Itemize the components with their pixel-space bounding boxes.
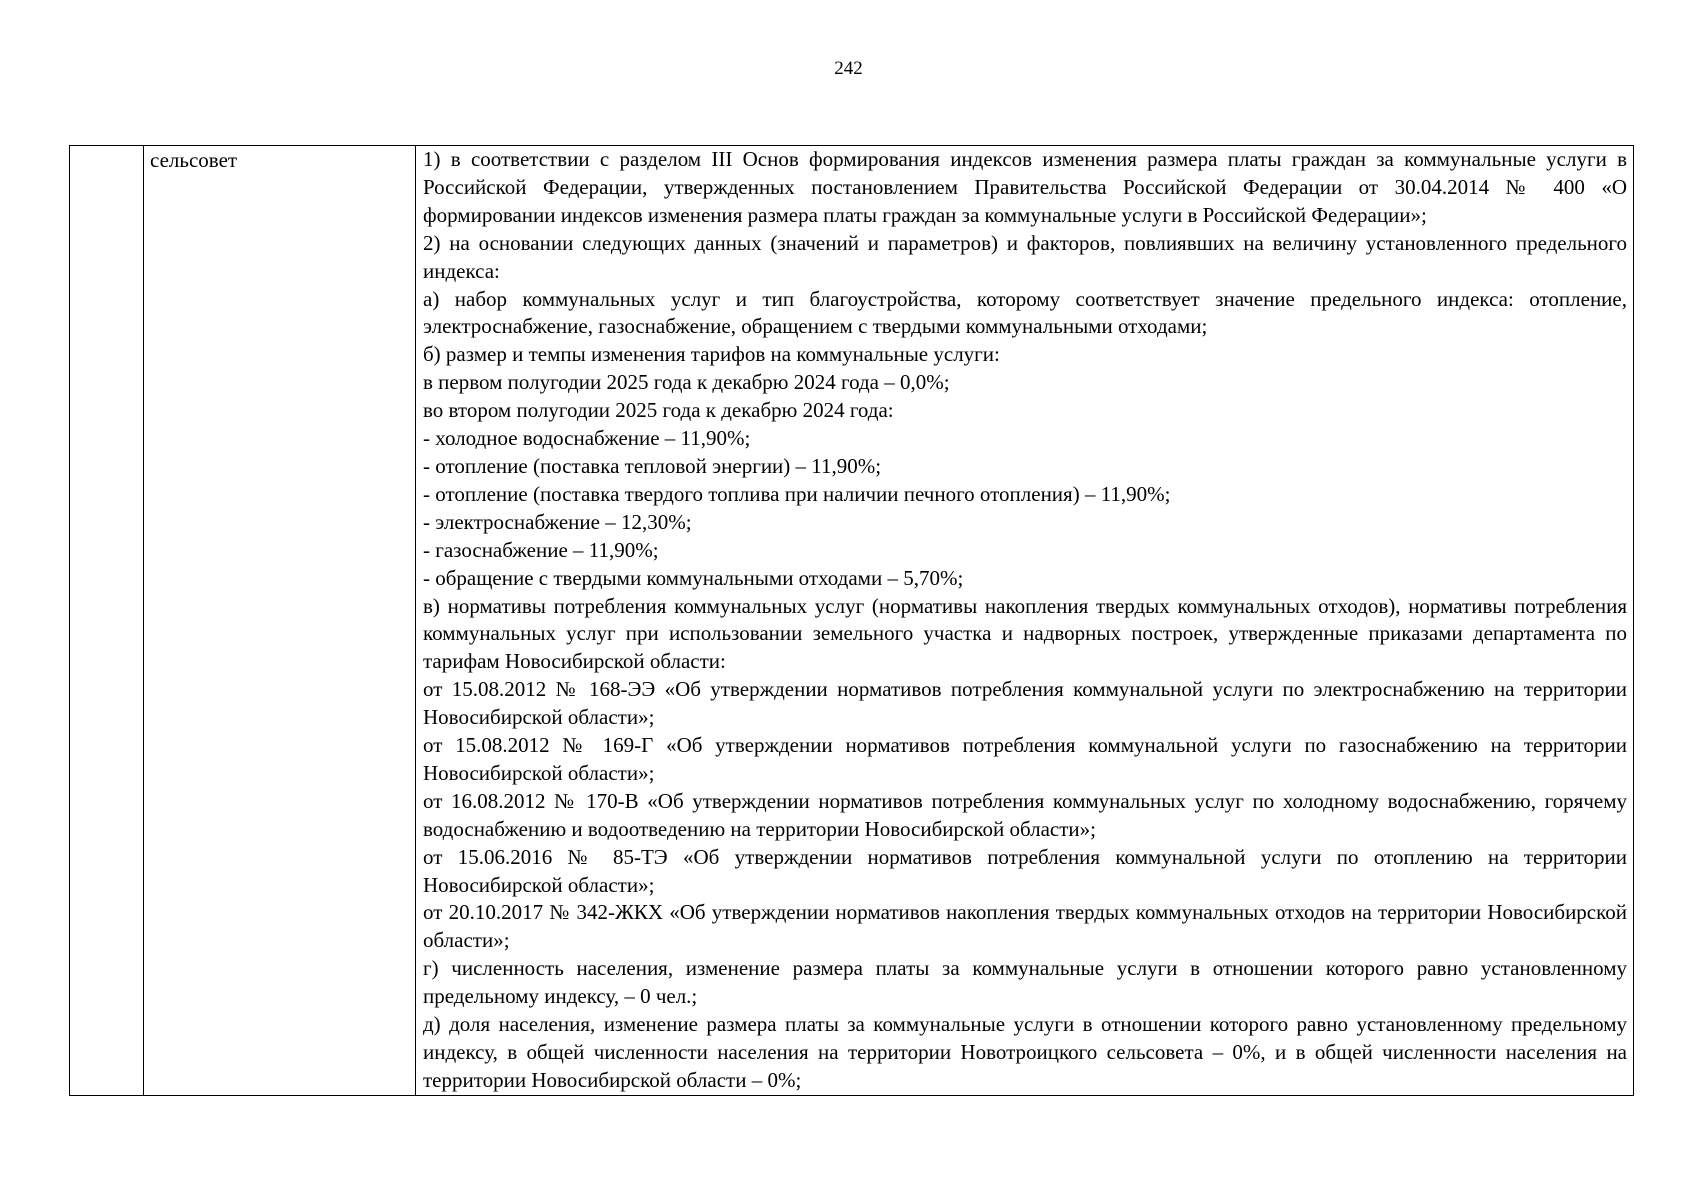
paragraph-g-population: г) численность населения, изменение размера платы за коммунальные услуги в отношении которого равно установленному предельному индексу, – 0 чел.;	[423, 956, 1627, 1009]
paragraph-a-services-set: а) набор коммунальных услуг и тип благоустройства, которому соответствует значение предельного индекса: отопление, электроснабжение, газоснабжение, обращением с твердыми коммунальными отходами;	[423, 286, 1627, 339]
paragraph-1-legal-basis: 1) в соответствии с разделом III Основ формирования индексов изменения размера платы граждан за коммунальные услуги в Российской Федерации, утвержденных постановлением Правительства Российской Федерации от 30.04.2014 № 400 «О формировании индексов изменения размера платы граждан за коммунальные услуги в Российской Федерации»;	[423, 147, 1627, 227]
paragraph-2-factors: 2) на основании следующих данных (значений и параметров) и факторов, повлиявших на величину установленного предельного индекса:	[423, 230, 1627, 283]
tariff-first-half: в первом полугодии 2025 года к декабрю 2024 года – 0,0%;	[423, 370, 950, 395]
tariff-heating-solid-fuel: - отопление (поставка твердого топлива при наличии печного отопления) – 11,90%;	[423, 481, 1171, 506]
order-169-g: от 15.08.2012 № 169-Г «Об утверждении нормативов потребления коммунальной услуги по газоснабжению на территории Новосибирской области»;	[423, 733, 1627, 785]
order-85-te: от 15.06.2016 № 85-ТЭ «Об утверждении нормативов потребления коммунальной услуги по отоплению на территории Новосибирской области»;	[423, 844, 1627, 897]
paragraph-d-population-share: д) доля населения, изменение размера платы за коммунальные услуги в отношении которого равно установленному предельному индексу, в общей численности населения на территории Новотроицкого сельсовета – 0%, и в общей численности населения на территории Новосибирской области – 0%;	[423, 1012, 1627, 1092]
order-168-ee: от 15.08.2012 № 168-ЭЭ «Об утверждении нормативов потребления коммунальной услуги по электроснабжению на территории Новосибирской области»;	[423, 677, 1627, 730]
tariff-gas: - газоснабжение – 11,90%;	[423, 537, 659, 562]
tariff-solid-waste: - обращение с твердыми коммунальными отходами – 5,70%;	[423, 565, 964, 590]
municipality-name-cell: сельсовет	[144, 146, 416, 1096]
paragraph-b-tariffs: б) размер и темпы изменения тарифов на коммунальные услуги:	[423, 342, 1000, 367]
table-row	[70, 146, 1634, 1096]
order-170-v: от 16.08.2012 № 170-В «Об утверждении нормативов потребления коммунальных услуг по холодному водоснабжению, горячему водоснабжению и водоотведению на территории Новосибирской области»;	[423, 788, 1627, 841]
row-number-cell	[70, 146, 144, 1096]
tariff-heating-thermal: - отопление (поставка тепловой энергии) – 11,90%;	[423, 453, 882, 478]
tariff-electricity: - электроснабжение – 12,30%;	[423, 509, 692, 534]
justification-text-cell	[416, 146, 1634, 1096]
order-342-zhkkh: от 20.10.2017 № 342-ЖКХ «Об утверждении нормативов накопления твердых коммунальных отходов на территории Новосибирской области»;	[423, 900, 1627, 953]
tariff-second-half: во втором полугодии 2025 года к декабрю 2024 года:	[423, 398, 894, 423]
paragraph-v-norms: в) нормативы потребления коммунальных услуг (нормативы накопления твердых коммунальных отходов), нормативы потребления коммунальных услуг при использовании земельного участка и надворных построек, утвержденные приказами департамента по тарифам Новосибирской области:	[423, 593, 1627, 674]
page-number: 242	[834, 58, 863, 79]
document-table	[69, 145, 1634, 1096]
tariff-cold-water: - холодное водоснабжение – 11,90%;	[423, 426, 751, 451]
